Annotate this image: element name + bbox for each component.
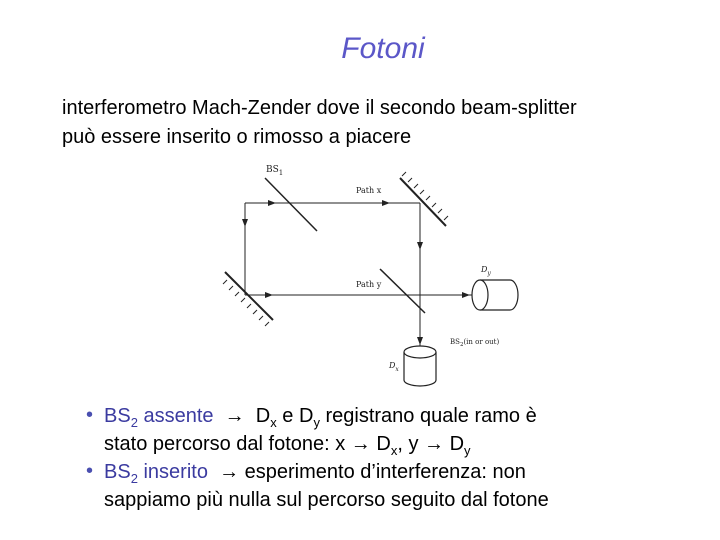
dy-sub: y	[464, 443, 471, 458]
bullet-1-line2: stato percorso dal fotone: x →	[104, 433, 377, 455]
bullet-2-line2: sappiamo più nulla sul percorso seguito dal fotone	[104, 489, 549, 511]
label-dx: D	[389, 361, 396, 370]
svg-text:Dx	[388, 361, 399, 373]
mirror-top-right	[400, 172, 448, 226]
slide-title: Fotoni	[341, 32, 425, 65]
dx-sub: x	[390, 443, 398, 458]
intro-line-2: può essere inserito o rimosso a piacere	[62, 126, 412, 148]
mirror-bottom-left	[223, 272, 273, 326]
svg-text:BS1	[266, 165, 283, 177]
intro-line-1: interferometro Mach-Zender dove il secondo beam-splitter	[62, 97, 577, 119]
dx-label: D	[376, 433, 391, 455]
label-path-x: Path x	[356, 186, 382, 195]
label-bs2: BS	[450, 338, 460, 346]
connector-text: e	[276, 405, 299, 427]
dx-sub: x	[270, 415, 277, 430]
bullet-1-text: registrano quale ramo è	[319, 405, 537, 427]
beam-splitter-2	[380, 269, 425, 313]
label-bs1-sub: 1	[278, 169, 284, 177]
diagram-labels	[266, 165, 499, 373]
bullet-icon: •	[86, 460, 94, 482]
bullet-icon: •	[86, 404, 94, 426]
dy-label: D	[449, 433, 465, 455]
label-path-y: Path y	[356, 280, 382, 289]
label-dx-sub: x	[395, 366, 399, 373]
svg-text:BS2(in or out)	[450, 338, 499, 348]
term-inserito: inserito	[137, 461, 208, 483]
dy-sub: y	[313, 415, 320, 430]
bullet-list	[86, 402, 706, 514]
dy-label: D	[298, 405, 314, 427]
bullet-2-text: → esperimento d’interferenza: non	[219, 461, 526, 483]
bullet-1-line2-mid: , y →	[397, 433, 450, 455]
label-dy: D	[481, 265, 488, 274]
term-assente: assente	[137, 405, 214, 427]
term-bs2: BS	[104, 405, 131, 427]
label-dy-sub: y	[487, 270, 491, 277]
bullet-item-2	[86, 458, 706, 514]
label-bs1: BS	[266, 165, 279, 175]
term-bs2-sub: 2	[130, 415, 138, 430]
beam-splitter-1	[265, 178, 317, 231]
term-bs2-sub: 2	[130, 471, 138, 486]
bullet-item-1	[86, 402, 706, 458]
arrow-icon: →	[224, 405, 245, 427]
beam-arrows	[245, 203, 469, 344]
dx-label: D	[255, 405, 271, 427]
svg-text:Dy	[480, 265, 491, 277]
beam-paths	[245, 203, 478, 346]
detector-dx	[404, 346, 436, 386]
detector-dy	[472, 280, 518, 310]
term-bs2: BS	[104, 461, 131, 483]
label-bs2-note: (in or out)	[463, 338, 500, 346]
label-bs2-sub: 2	[459, 342, 464, 348]
